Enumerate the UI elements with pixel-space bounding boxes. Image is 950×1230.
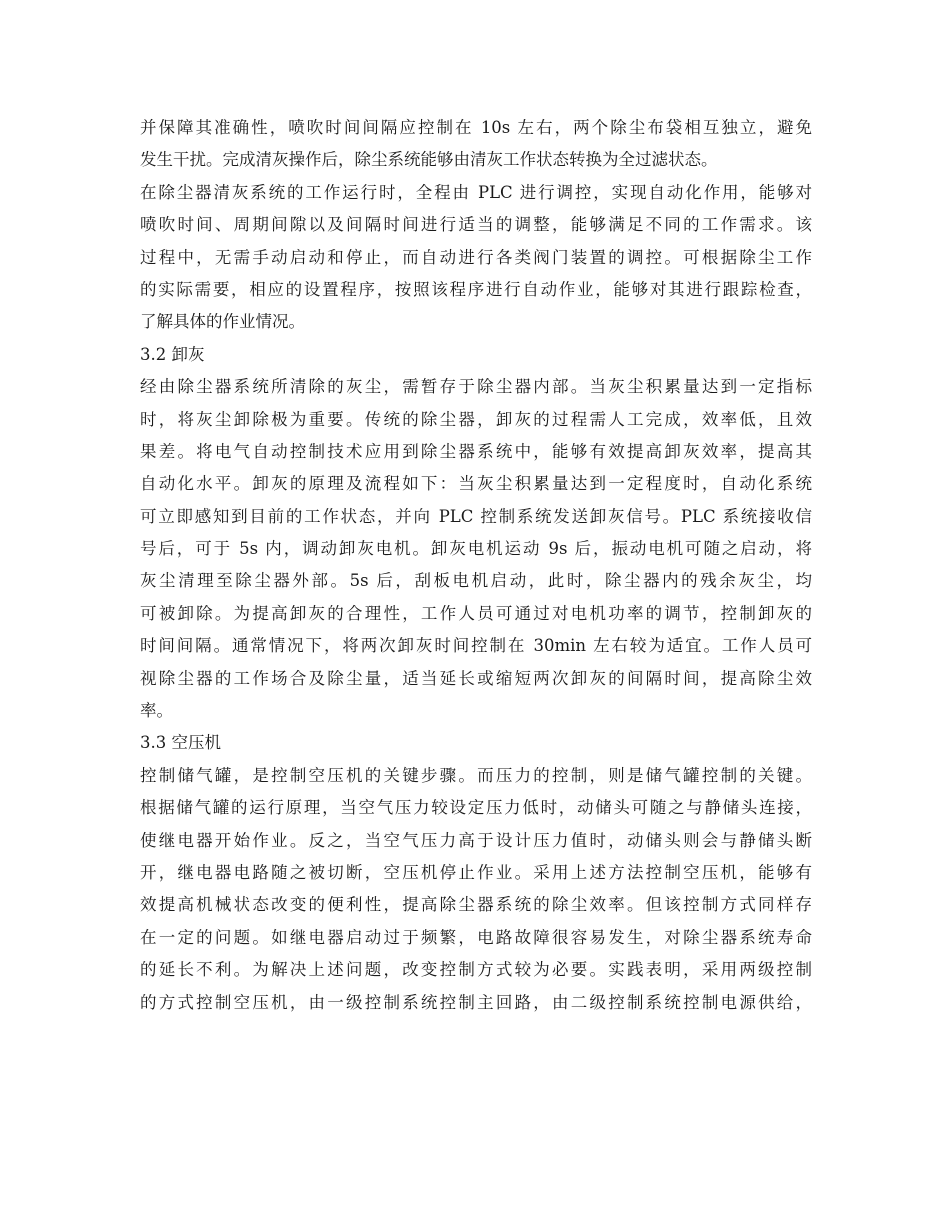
text-line: 时间间隔。通常情况下，将两次卸灰时间控制在 30min 左右较为适宜。工作人员可 xyxy=(140,636,812,656)
document-body xyxy=(140,112,812,1019)
text-line: 的实际需要，相应的设置程序，按照该程序进行自动作业，能够对其进行跟踪检查， xyxy=(140,279,812,299)
text-line: 可立即感知到目前的工作状态，并向 PLC 控制系统发送卸灰信号。PLC 系统接收信 xyxy=(140,506,812,526)
text-line: 并保障其准确性，喷吹时间间隔应控制在 10s 左右，两个除尘布袋相互独立，避免 xyxy=(140,118,812,137)
text-line: 时，将灰尘卸除极为重要。传统的除尘器，卸灰的过程需人工完成，效率低，且效 xyxy=(140,409,812,429)
text-line: 效提高机械状态改变的便利性，提高除尘器系统的除尘效率。但该控制方式同样存 xyxy=(140,895,812,915)
text-line: 的方式控制空压机，由一级控制系统控制主回路，由二级控制系统控制电源供给， xyxy=(140,992,812,1012)
text-line: 果差。将电气自动控制技术应用到除尘器系统中，能够有效提高卸灰效率，提高其 xyxy=(140,441,812,461)
section-heading: 3.3 空压机 xyxy=(140,733,221,753)
text-line: 视除尘器的工作场合及除尘量，适当延长或缩短两次卸灰的间隔时间，提高除尘效 xyxy=(140,668,812,688)
text-line: 根据储气罐的运行原理，当空气压力较设定压力低时，动储头可随之与静储头连接， xyxy=(140,798,812,818)
text-line: 喷吹时间、周期间隙以及间隔时间进行适当的调整，能够满足不同的工作需求。该 xyxy=(140,215,812,235)
paragraph-end-line: 发生干扰。完成清灰操作后，除尘系统能够由清灰工作状态转换为全过滤状态。 xyxy=(140,150,718,170)
text-line: 过程中，无需手动启动和停止，而自动进行各类阀门装置的调控。可根据除尘工作 xyxy=(140,247,812,267)
text-line: 号后，可于 5s 内，调动卸灰电机。卸灰电机运动 9s 后，振动电机可随之启动，将 xyxy=(140,539,812,559)
text-line: 在除尘器清灰系统的工作运行时，全程由 PLC 进行调控，实现自动化作用，能够对 xyxy=(140,182,812,202)
text-line: 控制储气罐，是控制空压机的关键步骤。而压力的控制，则是储气罐控制的关键。 xyxy=(140,765,812,785)
paragraph-end-line: 了解具体的作业情况。 xyxy=(140,312,305,332)
section-heading: 3.2 卸灰 xyxy=(140,344,205,364)
text-line: 灰尘清理至除尘器外部。5s 后，刮板电机启动，此时，除尘器内的残余灰尘，均 xyxy=(140,571,812,591)
paragraph-end-line: 率。 xyxy=(140,701,173,721)
text-line: 的延长不利。为解决上述问题，改变控制方式较为必要。实践表明，采用两级控制 xyxy=(140,960,812,980)
text-line: 可被卸除。为提高卸灰的合理性，工作人员可通过对电机功率的调节，控制卸灰的 xyxy=(140,603,812,623)
text-line: 在一定的问题。如继电器启动过于频繁，电路故障很容易发生，对除尘器系统寿命 xyxy=(140,927,812,947)
text-line: 使继电器开始作业。反之，当空气压力高于设计压力值时，动储头则会与静储头断 xyxy=(140,830,812,850)
text-line: 经由除尘器系统所清除的灰尘，需暂存于除尘器内部。当灰尘积累量达到一定指标 xyxy=(140,377,812,397)
text-line: 开，继电器电路随之被切断，空压机停止作业。采用上述方法控制空压机，能够有 xyxy=(140,862,812,882)
text-line: 自动化水平。卸灰的原理及流程如下：当灰尘积累量达到一定程度时，自动化系统 xyxy=(140,474,812,494)
